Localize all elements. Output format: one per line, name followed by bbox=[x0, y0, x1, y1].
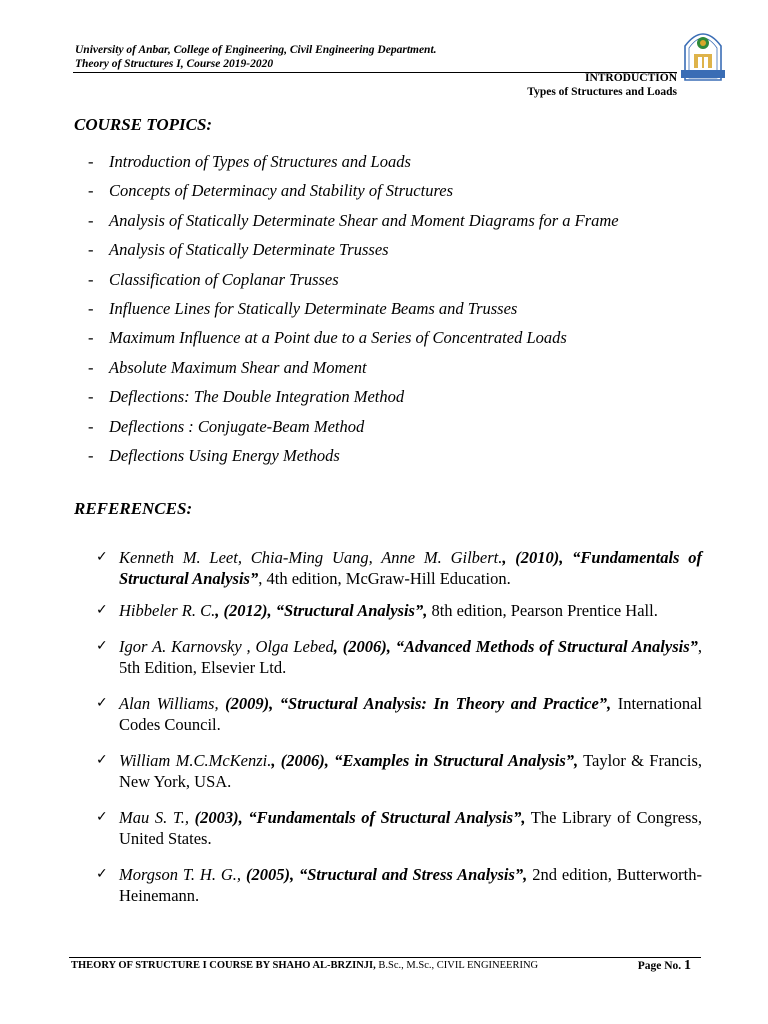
references-list bbox=[96, 547, 702, 906]
dash-bullet: - bbox=[88, 387, 94, 407]
reference-item: ✓ William M.C.McKenzi., (2006), “Examples in Structural Analysis”, Taylor & Francis, New York, USA. bbox=[96, 751, 702, 791]
dash-bullet: - bbox=[88, 210, 94, 230]
page-footer bbox=[71, 960, 699, 971]
header-course: Theory of Structures I, Course 2019-2020 bbox=[75, 58, 274, 70]
page-header-right bbox=[527, 71, 677, 99]
header-section: INTRODUCTION bbox=[584, 72, 677, 84]
course-topics-list bbox=[88, 152, 619, 475]
dash-bullet: - bbox=[88, 298, 94, 318]
references-heading: REFERENCES: bbox=[74, 499, 193, 518]
topic-item: - Analysis of Statically Determinate Shear and Moment Diagrams for a Frame bbox=[88, 211, 619, 240]
page-number: Page No. 1 bbox=[637, 958, 691, 973]
reference-item: ✓ Alan Williams, (2009), “Structural Analysis: In Theory and Practice”, International Codes Council. bbox=[96, 694, 703, 734]
page-header-left bbox=[75, 43, 437, 71]
reference-item: ✓ Hibbeler R. C., (2012), “Structural Analysis”, 8th edition, Pearson Prentice Hall. bbox=[96, 601, 658, 620]
dash-bullet: - bbox=[88, 357, 94, 377]
footer-rule bbox=[69, 957, 701, 958]
header-subsection: Types of Structures and Loads bbox=[527, 86, 677, 98]
topic-item: - Absolute Maximum Shear and Moment bbox=[88, 358, 619, 387]
reference-item: ✓ Mau S. T., (2003), “Fundamentals of Structural Analysis”, The Library of Congress, United States. bbox=[96, 808, 702, 848]
topic-item: - Deflections Using Energy Methods bbox=[88, 446, 619, 475]
checkmark-icon: ✓ bbox=[96, 866, 108, 882]
reference-item: ✓ Kenneth M. Leet, Chia-Ming Uang, Anne M. Gilbert., (2010), “Fundamentals of Structural Analysis”, 4th edition, McGraw-Hill Education. bbox=[96, 548, 702, 588]
topic-item: - Introduction of Types of Structures and Loads bbox=[88, 152, 619, 181]
university-crest-logo bbox=[679, 24, 727, 82]
header-institution: University of Anbar, College of Engineering, Civil Engineering Department. bbox=[75, 44, 437, 56]
dash-bullet: - bbox=[88, 416, 94, 436]
dash-bullet: - bbox=[88, 269, 94, 289]
checkmark-icon: ✓ bbox=[96, 752, 108, 768]
checkmark-icon: ✓ bbox=[96, 549, 108, 565]
dash-bullet: - bbox=[88, 240, 94, 260]
checkmark-icon: ✓ bbox=[96, 695, 108, 711]
checkmark-icon: ✓ bbox=[96, 809, 108, 825]
checkmark-icon: ✓ bbox=[96, 602, 108, 618]
reference-item: ✓ Igor A. Karnovsky , Olga Lebed, (2006), “Advanced Methods of Structural Analysis”, 5th Edition, Elsevier Ltd. bbox=[96, 637, 702, 677]
topic-item: - Analysis of Statically Determinate Trusses bbox=[88, 240, 619, 269]
topic-item: - Influence Lines for Statically Determinate Beams and Trusses bbox=[88, 299, 619, 328]
footer-credit: THEORY OF STRUCTURE I COURSE BY SHAHO AL-BRZINJI, B.Sc., M.Sc., CIVIL ENGINEERING bbox=[71, 960, 539, 971]
dash-bullet: - bbox=[88, 445, 94, 465]
topic-item: - Classification of Coplanar Trusses bbox=[88, 270, 619, 299]
topic-item: - Deflections: The Double Integration Method bbox=[88, 387, 619, 416]
course-topics-heading: COURSE TOPICS: bbox=[74, 115, 213, 134]
reference-item: ✓ Morgson T. H. G., (2005), “Structural and Stress Analysis”, 2nd edition, Butterworth-Heinemann. bbox=[96, 865, 703, 905]
dash-bullet: - bbox=[88, 152, 94, 171]
dash-bullet: - bbox=[88, 328, 94, 348]
dash-bullet: - bbox=[88, 181, 94, 201]
checkmark-icon: ✓ bbox=[96, 638, 108, 654]
topic-item: - Concepts of Determinacy and Stability of Structures bbox=[88, 181, 619, 210]
topic-item: - Maximum Influence at a Point due to a Series of Concentrated Loads bbox=[88, 328, 619, 357]
topic-item: - Deflections : Conjugate-Beam Method bbox=[88, 417, 619, 446]
